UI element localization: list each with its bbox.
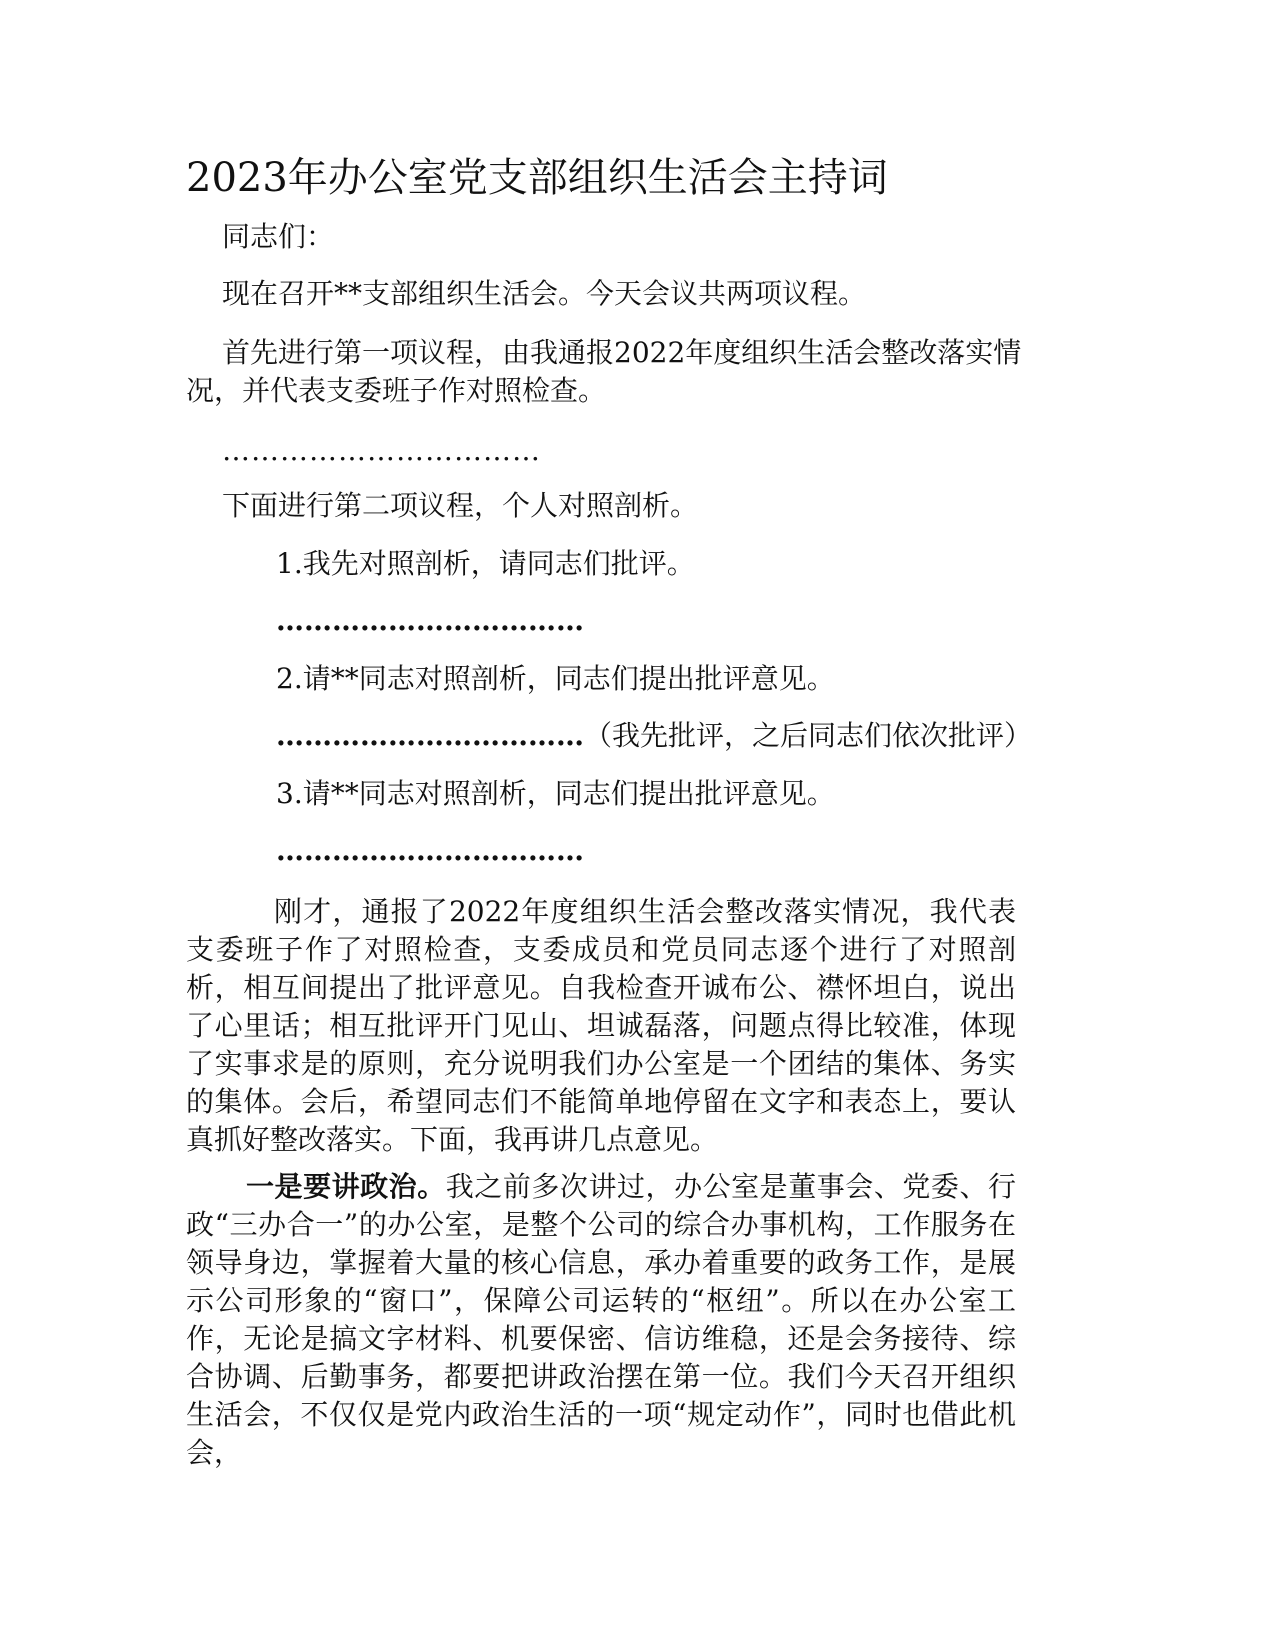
agenda-item-2: 2.请**同志对照剖析，同志们提出批评意见。 xyxy=(276,662,835,695)
summary-paragraph: 刚才，通报了2022年度组织生活会整改落实情况，我代表支委班子作了对照检查，支委成员和党员同志逐个进行了对照剖析，相互间提出了批评意见。自我检查开诚布公、襟怀坦白，说出了心里话；相互批评开门见山、坦诚磊落，问题点得比较准，体现了实事求是的原则，充分说明我们办公室是一个团结的集体、务实的集体。会后，希望同志们不能简单地停留在文字和表态上，要认真抓好整改落实。下面，我再讲几点意见。 xyxy=(186,895,1016,1156)
greeting: 同志们： xyxy=(222,220,335,253)
agenda-item-1: 1.我先对照剖析，请同志们批评。 xyxy=(276,547,695,580)
agenda-item-2-criticism-line xyxy=(276,717,1032,755)
agenda-two-paragraph: 下面进行第二项议程，个人对照剖析。 xyxy=(222,489,699,522)
ellipsis-line: …………………………… xyxy=(276,604,584,637)
ellipsis-line: …………………………… xyxy=(276,834,584,867)
point-one-body: 我之前多次讲过，办公室是董事会、党委、行政“三办合一”的办公室，是整个公司的综合办事机构，工作服务在领导身边，掌握着大量的核心信息，承办着重要的政务工作，是展示公司形象的“窗口”，保障公司运转的“枢纽”。所以在办公室工作，无论是搞文字材料、机要保密、信访维稳，还是会务接待、综合协调、后勤事务，都要把讲政治摆在第一位。我们今天召开组织生活会，不仅仅是党内政治生活的一项“规定动作”，同时也借此机会， xyxy=(186,1170,1016,1469)
point-one-paragraph xyxy=(186,1168,1016,1472)
agenda-item-3: 3.请**同志对照剖析，同志们提出批评意见。 xyxy=(276,777,835,810)
document-page xyxy=(186,0,1071,1650)
document-title: 2023年办公室党支部组织生活会主持词 xyxy=(186,155,888,201)
agenda-one-line-2: 况，并代表支委班子作对照检查。 xyxy=(186,374,607,407)
criticism-order-note: （我先批评，之后同志们依次批评） xyxy=(584,719,1033,752)
point-one-heading: 一是要讲政治。 xyxy=(246,1170,446,1203)
ellipsis-line: …………………………… xyxy=(276,719,584,752)
intro-paragraph: 现在召开**支部组织生活会。今天会议共两项议程。 xyxy=(222,277,867,310)
agenda-one-line-1: 首先进行第一项议程，由我通报2022年度组织生活会整改落实情 xyxy=(222,336,1022,369)
ellipsis-line: …………………………… xyxy=(222,434,541,467)
